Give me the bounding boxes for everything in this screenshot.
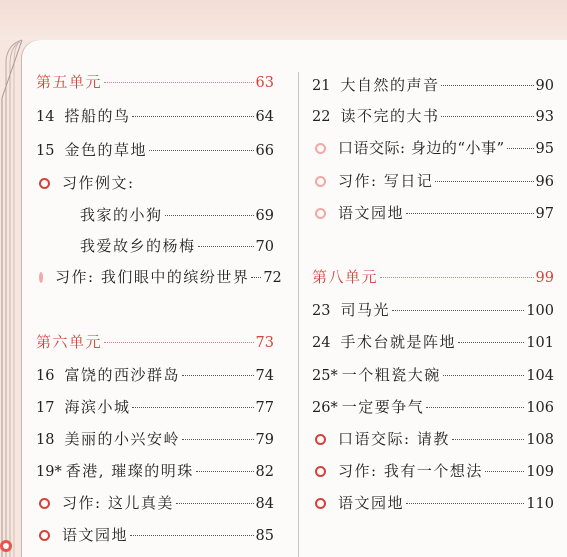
toc-page: 108 [526, 432, 554, 448]
toc-title: 香港, 璀璨的明珠 [65, 462, 194, 480]
toc-garden-7[interactable] [312, 202, 554, 223]
toc-page: 63 [255, 75, 274, 91]
toc-example-1[interactable] [80, 204, 274, 225]
toc-unit-6[interactable] [36, 331, 274, 352]
toc-page: 72 [263, 270, 282, 286]
dot-leader [130, 535, 254, 536]
toc-writing-8[interactable] [312, 460, 554, 481]
toc-lesson-26[interactable] [312, 396, 554, 417]
toc-title: 习作: 写日记 [338, 172, 434, 190]
toc-title: 金色的草地 [64, 141, 147, 159]
toc-page: 69 [255, 208, 274, 224]
lesson-number: 24 [312, 335, 331, 351]
dot-leader [165, 215, 254, 216]
dot-leader [406, 503, 524, 504]
toc-lesson-16[interactable] [36, 364, 274, 385]
lesson-number: 23 [312, 303, 331, 319]
book-page-edges [0, 38, 24, 557]
toc-lesson-17[interactable] [36, 396, 274, 417]
toc-writing-5[interactable] [36, 266, 282, 287]
dot-leader [435, 181, 533, 182]
toc-writing-6[interactable] [36, 492, 274, 513]
toc-lesson-15[interactable] [36, 139, 274, 160]
dot-leader [441, 85, 533, 86]
toc-title: 第八单元 [312, 268, 379, 286]
toc-page: 64 [255, 109, 274, 125]
toc-title: 美丽的小兴安岭 [64, 430, 180, 448]
toc-title: 口语交际: 请教 [338, 430, 450, 448]
circle-bullet-icon [39, 498, 50, 509]
toc-page: 95 [535, 141, 554, 157]
dot-leader [441, 116, 533, 117]
toc-title: 司马光 [340, 301, 390, 319]
toc-page: 99 [535, 270, 554, 286]
toc-page: 101 [526, 335, 554, 351]
dot-leader [132, 407, 253, 408]
toc-title: 一个粗瓷大碗 [341, 366, 441, 384]
toc-lesson-25[interactable] [312, 364, 554, 385]
toc-page: 84 [255, 496, 274, 512]
toc-page: 74 [255, 368, 274, 384]
toc-lesson-14[interactable] [36, 105, 274, 126]
lesson-number: 18 [36, 432, 55, 448]
toc-page: 70 [255, 239, 274, 255]
circle-bullet-icon [315, 208, 326, 219]
toc-title: 富饶的西沙群岛 [64, 366, 180, 384]
lesson-number: 21 [312, 78, 331, 94]
toc-unit-8[interactable] [312, 266, 554, 287]
toc-title: 一定要争气 [341, 398, 425, 416]
lesson-number: 26* [312, 400, 338, 416]
toc-page: 97 [535, 206, 554, 222]
dot-leader [176, 503, 254, 504]
circle-bullet-icon [315, 434, 326, 445]
toc-title: 搭船的鸟 [64, 107, 131, 125]
dot-leader [149, 150, 254, 151]
lesson-number: 15 [36, 143, 55, 159]
circle-bullet-icon [315, 143, 326, 154]
toc-lesson-18[interactable] [36, 428, 274, 449]
circle-bullet-icon [315, 176, 326, 187]
lesson-number: 19* [36, 464, 62, 480]
toc-lesson-24[interactable] [312, 331, 554, 352]
toc-example-2[interactable] [80, 235, 274, 256]
dot-leader [132, 116, 253, 117]
toc-title: 第五单元 [36, 73, 103, 91]
toc-unit-5[interactable] [36, 71, 274, 92]
toc-oral-8[interactable] [312, 428, 554, 449]
dot-leader [392, 310, 524, 311]
toc-title: 我家的小狗 [80, 206, 163, 224]
toc-example-essays[interactable] [36, 172, 274, 193]
toc-title: 我爱故乡的杨梅 [80, 237, 196, 255]
toc-page: 66 [255, 143, 274, 159]
dot-leader [458, 342, 524, 343]
toc-title: 习作: 这儿真美 [62, 494, 174, 512]
dot-leader [380, 277, 534, 278]
toc-page: 100 [526, 303, 554, 319]
lesson-number: 25* [312, 368, 338, 384]
toc-page: 109 [526, 464, 554, 480]
toc-page: 110 [526, 496, 554, 512]
circle-bullet-icon [39, 530, 50, 541]
dot-leader [426, 407, 524, 408]
column-divider [298, 72, 299, 557]
background [0, 0, 567, 40]
circle-bullet-icon [315, 498, 326, 509]
toc-writing-7[interactable] [312, 170, 554, 191]
lesson-number: 22 [312, 109, 331, 125]
dot-leader [198, 246, 254, 247]
dot-leader [196, 471, 254, 472]
circle-bullet-icon [39, 272, 43, 283]
dot-leader [485, 471, 524, 472]
toc-oral-7[interactable] [312, 137, 554, 158]
dot-leader [104, 342, 254, 343]
dot-leader [182, 375, 254, 376]
toc-page: 73 [255, 335, 274, 351]
dot-leader [452, 439, 524, 440]
lesson-number: 17 [36, 400, 55, 416]
toc-title: 语文园地 [62, 526, 129, 544]
toc-title: 大自然的声音 [340, 76, 440, 94]
toc-title: 海滨小城 [64, 398, 131, 416]
dot-leader [182, 439, 254, 440]
dot-leader [251, 277, 261, 278]
toc-title: 读不完的大书 [340, 107, 440, 125]
toc-garden-6[interactable] [36, 524, 274, 545]
toc-page: 106 [526, 400, 554, 416]
toc-title: 习作: 我们眼中的缤纷世界 [55, 268, 250, 286]
dot-leader [507, 148, 534, 149]
toc-lesson-22[interactable] [312, 105, 554, 126]
circle-bullet-icon [39, 178, 50, 189]
toc-page: 77 [255, 400, 274, 416]
circle-bullet-icon [315, 466, 326, 477]
toc-title: 习作: 我有一个想法 [338, 462, 483, 480]
corner-decoration-icon [0, 528, 14, 557]
dot-leader [104, 82, 254, 83]
lesson-number: 16 [36, 368, 55, 384]
toc-page: 96 [535, 174, 554, 190]
toc-page: 82 [255, 464, 274, 480]
lesson-number: 14 [36, 109, 55, 125]
toc-lesson-19[interactable] [36, 460, 274, 481]
toc-page: 93 [535, 109, 554, 125]
toc-lesson-23[interactable] [312, 299, 554, 320]
toc-title: 口语交际: 身边的“小事” [338, 139, 505, 157]
toc-lesson-21[interactable] [312, 74, 554, 95]
toc-garden-8[interactable] [312, 492, 554, 513]
toc-page: 104 [526, 368, 554, 384]
toc-title: 习作例文: [62, 174, 135, 192]
toc-title: 手术台就是阵地 [340, 333, 456, 351]
toc-title: 语文园地 [338, 494, 405, 512]
dot-leader [443, 375, 525, 376]
dot-leader [406, 213, 534, 214]
toc-page: 90 [535, 78, 554, 94]
toc-page: 85 [255, 528, 274, 544]
toc-title: 第六单元 [36, 333, 103, 351]
toc-page: 79 [255, 432, 274, 448]
toc-title: 语文园地 [338, 204, 405, 222]
